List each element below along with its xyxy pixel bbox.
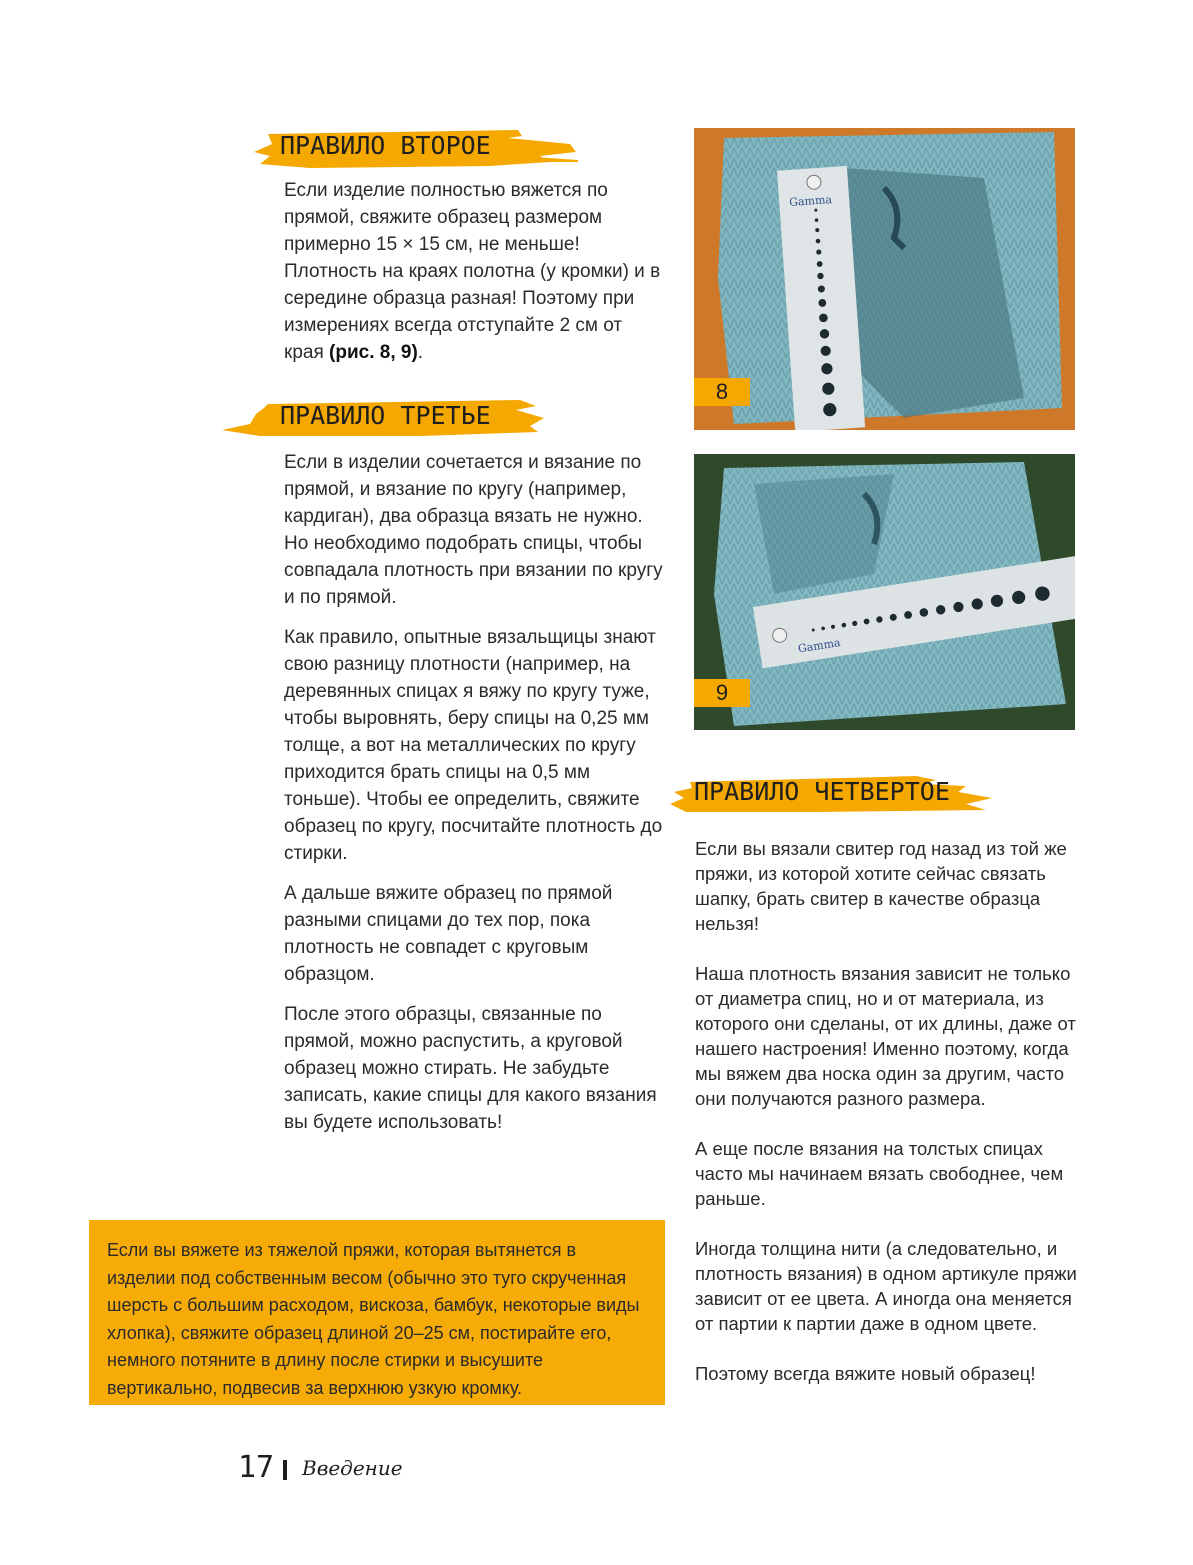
rule-2-text: Если изделие полностью вяжется по прямой, свяжите образец размером примерно 15 × 15 см, не меньше! Плотность на краях полотна (у кромки) и в середине образца разная! Поэтому при измерениях всегда отступайте 2 см от края xyxy=(284,180,661,363)
figure-8-photo xyxy=(694,128,1075,430)
knitted-swatch-vertical-gauge-image xyxy=(694,128,1075,430)
heading-rule-4 xyxy=(666,772,996,816)
heading-rule-3-text: ПРАВИЛО ТРЕТЬЕ xyxy=(280,401,491,430)
rule-2-end: . xyxy=(417,342,424,363)
knitted-swatch-horizontal-gauge-image xyxy=(694,454,1075,730)
page-number: 17 xyxy=(238,1450,275,1485)
footer-divider xyxy=(283,1460,287,1480)
rule-3-body xyxy=(284,449,666,1136)
rule-3-paragraph-2: Как правило, опытные вязальщицы знают свою разницу плотности (например, на деревянных спицах я вяжу по кругу туже, чтобы выровнять, беру спицы на 0,25 мм толще, а вот на металлических по кругу приходится брать спицы на 0,5 мм тоньше). Чтобы ее определить, свяжите образец по кругу, посчитайте плотность до стирки. xyxy=(284,627,663,864)
gauge-brand-text: Gamma xyxy=(797,635,842,656)
rule-4-paragraph-2: Наша плотность вязания зависит не только от диаметра спиц, но и от материала, из которого они сделаны, от их длины, даже от нашего настроения! Именно поэтому, когда мы вяжем два носка один за другим, часто они получаются разного размера. xyxy=(695,963,1076,1109)
gauge-brand-text: Gamma xyxy=(788,193,833,209)
figure-8-label: 8 xyxy=(694,378,750,406)
rule-3-paragraph-3: А дальше вяжите образец по прямой разными спицами до тех пор, пока плотность не совпадет с круговым образцом. xyxy=(284,883,613,985)
tip-text: Если вы вяжете из тяжелой пряжи, которая вытянется в изделии под собственным весом (обычно это туго скрученная шерсть с большим расходом, вискоза, бамбук, некоторые виды хлопка), свяжите образец длиной 20–25 см, постирайте его, немного потяните в длину после стирки и высушите вертикально, подвесив за верхнюю узкую кромку. xyxy=(107,1240,640,1398)
rule-3-paragraph-1: Если в изделии сочетается и вязание по прямой, и вязание по кругу (например, кардиган), два образца вязать не нужно. Но необходимо подобрать спицы, чтобы совпадала плотность при вязании по кругу и по прямой. xyxy=(284,452,663,608)
figure-9-label: 9 xyxy=(694,679,750,707)
heading-rule-2 xyxy=(250,126,580,170)
rule-4-body xyxy=(695,836,1077,1386)
tip-box xyxy=(89,1220,665,1405)
rule-3-paragraph-4: После этого образцы, связанные по прямой, можно распустить, а круговой образец можно стирать. Не забудьте записать, какие спицы для какого вязания вы будете использовать! xyxy=(284,1004,657,1133)
figure-9-photo xyxy=(694,454,1075,730)
figure-reference: (рис. 8, 9) xyxy=(329,342,418,363)
heading-rule-2-text: ПРАВИЛО ВТОРОЕ xyxy=(280,131,491,160)
heading-rule-4-text: ПРАВИЛО ЧЕТВЕРТОЕ xyxy=(694,777,950,806)
rule-4-paragraph-1: Если вы вязали свитер год назад из той же пряжи, из которой хотите сейчас связать шапку, брать свитер в качестве образца нельзя! xyxy=(695,838,1067,934)
rule-4-paragraph-4: Иногда толщина нити (а следовательно, и плотность вязания) в одном артикуле пряжи зависит от ее цвета. А иногда она меняется от партии к партии даже в одном цвете. xyxy=(695,1238,1077,1334)
heading-rule-3 xyxy=(220,396,550,440)
section-title: Введение xyxy=(302,1456,403,1480)
rule-2-paragraph xyxy=(284,177,666,366)
rule-4-paragraph-5: Поэтому всегда вяжите новый образец! xyxy=(695,1363,1036,1384)
rule-4-paragraph-3: А еще после вязания на толстых спицах часто мы начинаем вязать свободнее, чем раньше. xyxy=(695,1138,1064,1209)
